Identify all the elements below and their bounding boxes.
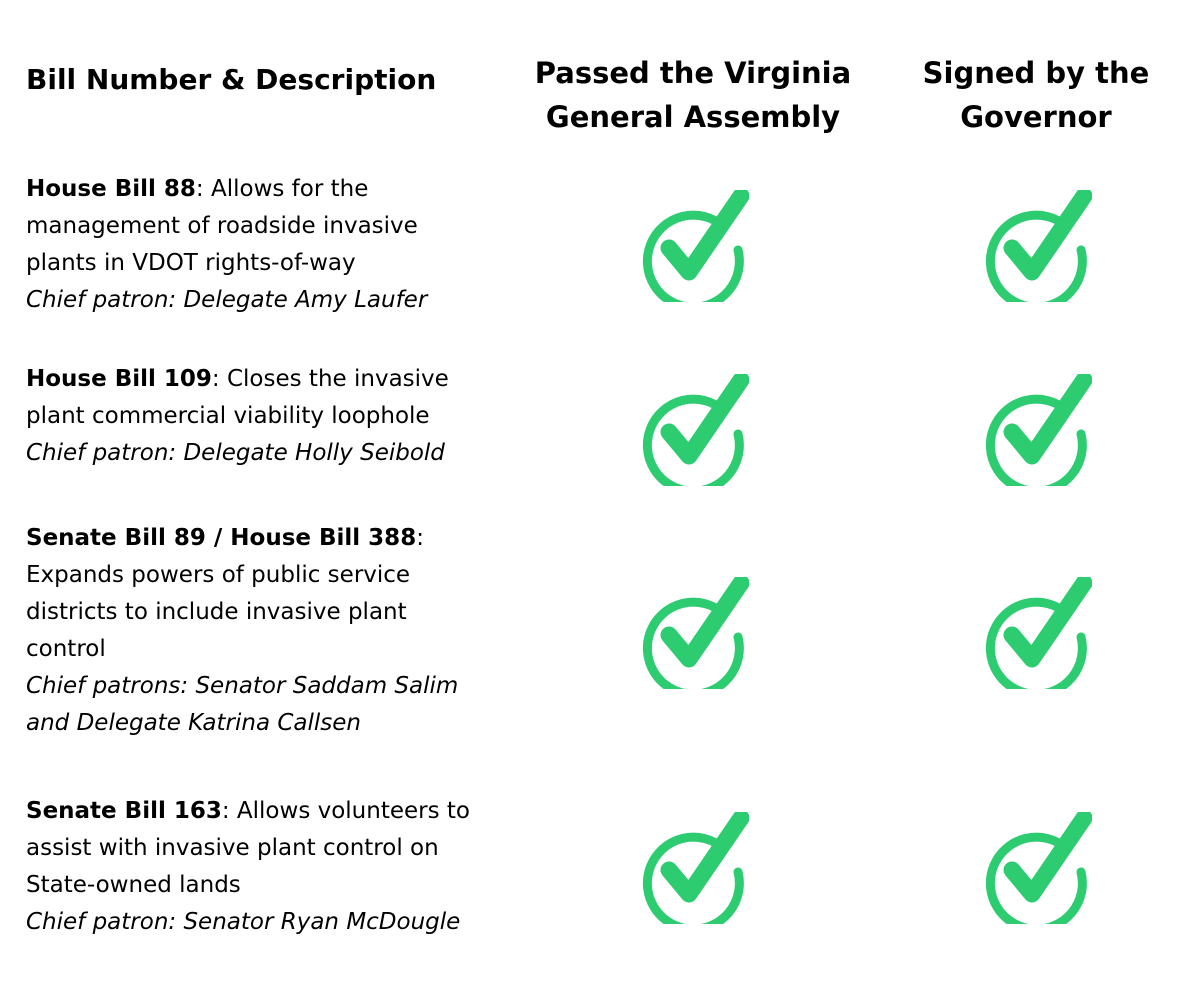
bill-number: Senate Bill 163 xyxy=(26,798,222,824)
check-circle-icon xyxy=(637,812,749,924)
bill-description: : xyxy=(416,525,424,551)
check-circle-icon xyxy=(980,577,1092,689)
bill-description: plant commercial viability loophole xyxy=(26,403,430,429)
check-circle-icon xyxy=(980,374,1092,486)
bill-number: House Bill 88 xyxy=(26,176,196,202)
bill-row-hb88 xyxy=(26,171,516,319)
bill-patron: Chief patron: Delegate Holly Seibold xyxy=(26,440,445,466)
bill-description: Expands powers of public service xyxy=(26,562,411,588)
bill-patron: Chief patron: Senator Ryan McDougle xyxy=(26,909,461,935)
bill-first-line xyxy=(26,520,516,557)
bill-patron: Chief patron: Delegate Amy Laufer xyxy=(26,287,428,313)
column-header-passed xyxy=(518,51,868,139)
bill-description: : Allows for the xyxy=(195,176,369,202)
bill-description: State-owned lands xyxy=(26,872,241,898)
check-circle-icon xyxy=(980,190,1092,302)
bill-description: districts to include invasive plant xyxy=(26,599,407,625)
bill-first-line xyxy=(26,793,516,830)
bill-number: Senate Bill 89 / House Bill 388 xyxy=(26,525,417,551)
column-header-passed-line: Passed the Virginia xyxy=(534,56,852,90)
bill-description: assist with invasive plant control on xyxy=(26,835,439,861)
bill-description: control xyxy=(26,636,106,662)
column-header-passed-line: General Assembly xyxy=(545,100,841,134)
bill-row-sb163 xyxy=(26,793,516,941)
column-header-bill: Bill Number & Description xyxy=(26,63,437,96)
column-header-signed xyxy=(916,51,1156,139)
bill-number: House Bill 109 xyxy=(26,366,212,392)
check-circle-icon xyxy=(637,577,749,689)
check-circle-icon xyxy=(637,374,749,486)
bill-patron: and Delegate Katrina Callsen xyxy=(26,710,362,736)
bill-description: management of roadside invasive xyxy=(26,213,418,239)
column-header-signed-line: Signed by the xyxy=(922,56,1150,90)
bill-first-line xyxy=(26,361,516,398)
bill-first-line xyxy=(26,171,516,208)
bill-description: plants in VDOT rights-of-way xyxy=(26,250,356,276)
bill-description: : Closes the invasive xyxy=(211,366,449,392)
bill-patron: Chief patrons: Senator Saddam Salim xyxy=(26,673,459,699)
bill-description: : Allows volunteers to xyxy=(221,798,470,824)
bill-row-sb89-hb388 xyxy=(26,520,516,742)
column-header-signed-line: Governor xyxy=(960,100,1112,134)
check-circle-icon xyxy=(637,190,749,302)
bill-row-hb109 xyxy=(26,361,516,472)
check-circle-icon xyxy=(980,812,1092,924)
